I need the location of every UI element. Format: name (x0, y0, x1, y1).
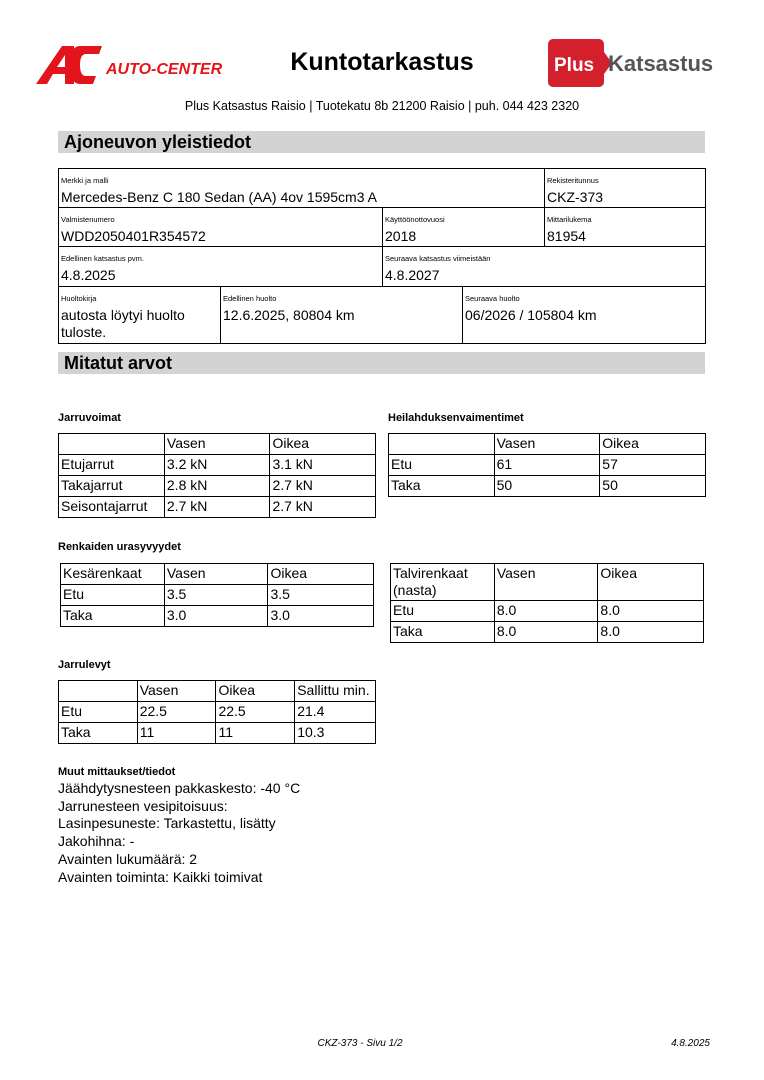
table-cell: 11 (216, 723, 295, 744)
discs-title: Jarrulevyt (58, 659, 111, 671)
table-cell: Etu (59, 702, 138, 723)
last-service-label: Edellinen huolto (223, 294, 277, 303)
reg-label: Rekisteritunnus (547, 176, 599, 185)
tread-title: Renkaiden urasyvyydet (58, 541, 181, 553)
table-row (59, 497, 376, 518)
table-row (61, 606, 374, 627)
brake-discs-table (58, 680, 376, 744)
table-cell: 10.3 (295, 723, 376, 744)
table-row (389, 476, 706, 497)
table-cell: 21.4 (295, 702, 376, 723)
next-inspection-value: 4.8.2027 (385, 267, 440, 283)
last-service-cell (220, 286, 463, 344)
brakes-title: Jarruvoimat (58, 412, 121, 424)
header-cell: Vasen (137, 681, 216, 702)
header-cell: Vasen (494, 434, 600, 455)
make-model-value: Mercedes-Benz C 180 Sedan (AA) 4ov 1595cm3 A (61, 189, 377, 205)
header-cell: Vasen (164, 434, 270, 455)
table-cell: 3.2 kN (164, 455, 270, 476)
table-cell: 2.7 kN (164, 497, 270, 518)
table-header-row (391, 564, 704, 601)
make-model-label: Merkki ja malli (61, 176, 109, 185)
next-inspection-cell (382, 246, 706, 287)
header-cell (389, 434, 495, 455)
table-cell: 61 (494, 455, 600, 476)
table-header-row (389, 434, 706, 455)
next-inspection-label: Seuraava katsastus viimeistään (385, 254, 491, 263)
next-service-label: Seuraava huolto (465, 294, 520, 303)
table-cell: Seisontajarrut (59, 497, 165, 518)
table-cell: Taka (59, 723, 138, 744)
make-model-cell (58, 168, 545, 208)
table-cell: 11 (137, 723, 216, 744)
brakes-table (58, 433, 376, 518)
table-cell: 50 (600, 476, 706, 497)
winter-tires-table (390, 563, 704, 643)
section-measured-title: Mitatut arvot (58, 352, 705, 374)
table-cell: Etu (389, 455, 495, 476)
vin-value: WDD2050401R354572 (61, 228, 206, 244)
table-cell: 2.8 kN (164, 476, 270, 497)
table-row (391, 622, 704, 643)
odometer-cell (544, 207, 706, 247)
table-row (59, 476, 376, 497)
table-row (389, 455, 706, 476)
footer-date: 4.8.2025 (671, 1038, 710, 1049)
table-header-row (59, 681, 376, 702)
other-measurement-line: Jäähdytysnesteen pakkaskesto: -40 °C (58, 780, 301, 796)
table-row (391, 601, 704, 622)
table-cell: Etujarrut (59, 455, 165, 476)
document-title: Kuntotarkastus (290, 48, 474, 76)
table-cell: 3.0 (164, 606, 268, 627)
next-service-value: 06/2026 / 105804 km (465, 307, 597, 323)
header-cell (59, 681, 138, 702)
table-header-row (61, 564, 374, 585)
header-cell (59, 434, 165, 455)
reg-value: CKZ-373 (547, 189, 604, 205)
auto-center-logo-text: AUTO-CENTER (106, 61, 223, 78)
next-service-cell (462, 286, 706, 344)
table-row (61, 585, 374, 606)
header-cell: Oikea (268, 564, 374, 585)
other-measurement-line: Lasinpesuneste: Tarkastettu, lisätty (58, 815, 276, 832)
summer-tires-table (60, 563, 374, 627)
table-cell: 22.5 (216, 702, 295, 723)
plus-katsastus-logo (548, 38, 728, 90)
table-cell: 3.5 (268, 585, 374, 606)
table-cell: Taka (61, 606, 165, 627)
table-row (59, 455, 376, 476)
section-general-title: Ajoneuvon yleistiedot (58, 131, 705, 153)
last-service-value: 12.6.2025, 80804 km (223, 307, 355, 323)
first-use-label: Käyttöönottovuosi (385, 215, 445, 224)
service-book-cell (58, 286, 221, 344)
page-footer: CKZ-373 - Sivu 1/2 (317, 1038, 403, 1049)
header-cell: Talvirenkaat (nasta) (391, 564, 495, 601)
vehicle-info-grid (58, 168, 706, 345)
last-inspection-cell (58, 246, 383, 287)
reg-cell (544, 168, 706, 208)
header-cell: Kesärenkaat (61, 564, 165, 585)
table-cell: 2.7 kN (270, 497, 376, 518)
contact-line: Plus Katsastus Raisio | Tuotekatu 8b 21200 Raisio | puh. 044 423 2320 (184, 99, 580, 113)
other-measurement-line: Avainten lukumäärä: 2 (58, 850, 198, 867)
header-cell: Oikea (600, 434, 706, 455)
table-cell: 8.0 (494, 601, 598, 622)
odometer-value: 81954 (547, 228, 586, 244)
other-measurement-line: Jarrunesteen vesipitoisuus: (58, 797, 228, 814)
table-cell: 8.0 (598, 601, 704, 622)
plus-logo-word: Plus (554, 55, 595, 76)
table-cell: Taka (391, 622, 495, 643)
header-cell: Oikea (270, 434, 376, 455)
header-cell: Vasen (164, 564, 268, 585)
table-cell: 2.7 kN (270, 476, 376, 497)
shocks-title: Heilahduksenvaimentimet (388, 412, 524, 424)
shocks-table (388, 433, 706, 497)
odometer-label: Mittarilukema (547, 215, 592, 224)
other-measurement-line: Jakohihna: - (58, 833, 135, 850)
header-cell: Vasen (494, 564, 598, 601)
first-use-value: 2018 (385, 228, 417, 244)
katsastus-logo-word: Katsastus (608, 51, 714, 76)
vin-label: Valmistenumero (61, 215, 115, 224)
service-book-label: Huoltokirja (61, 294, 97, 303)
table-cell: 3.5 (164, 585, 268, 606)
other-measurements-title: Muut mittaukset/tiedot (58, 766, 176, 778)
first-use-cell (382, 207, 545, 247)
other-measurement-line: Avainten toiminta: Kaikki toimivat (58, 868, 263, 885)
table-cell: Etu (391, 601, 495, 622)
service-book-value: autosta löytyi huolto tuloste. (61, 307, 185, 340)
table-header-row (59, 434, 376, 455)
table-cell: 22.5 (137, 702, 216, 723)
other-measurements (58, 766, 458, 886)
header-cell: Sallittu min. (295, 681, 376, 702)
table-cell: Taka (389, 476, 495, 497)
table-row (59, 702, 376, 723)
table-cell: Takajarrut (59, 476, 165, 497)
last-inspection-value: 4.8.2025 (61, 267, 116, 283)
table-cell: 8.0 (598, 622, 704, 643)
header-cell: Oikea (216, 681, 295, 702)
table-cell: 3.0 (268, 606, 374, 627)
table-cell: 57 (600, 455, 706, 476)
last-inspection-label: Edellinen katsastus pvm. (61, 254, 144, 263)
table-cell: 3.1 kN (270, 455, 376, 476)
table-cell: Etu (61, 585, 165, 606)
header-cell: Oikea (598, 564, 704, 601)
auto-center-logo (36, 44, 226, 86)
table-row (59, 723, 376, 744)
table-cell: 50 (494, 476, 600, 497)
table-cell: 8.0 (494, 622, 598, 643)
vin-cell (58, 207, 383, 247)
